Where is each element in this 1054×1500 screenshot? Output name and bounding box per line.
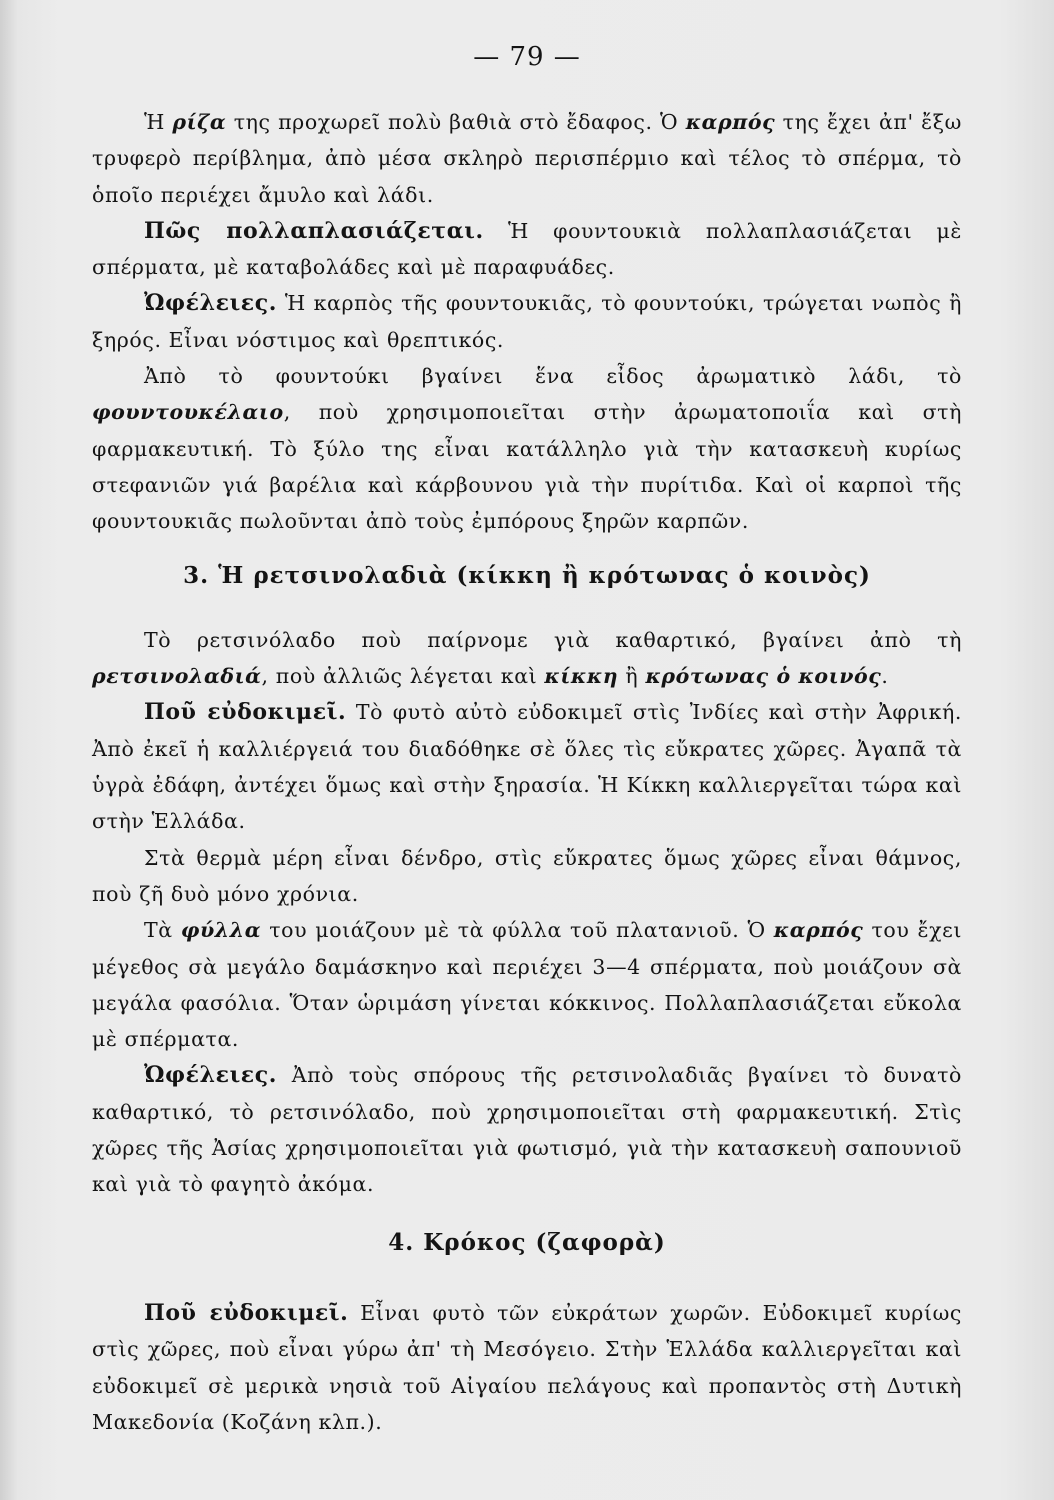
heading-crocus-habitat: Ποῦ εὐδοκιμεῖ. [144, 1299, 349, 1326]
paragraph-castor-habitat: Ποῦ εὐδοκιμεῖ. Τὸ φυτὸ αὐτὸ εὐδοκιμεῖ στὶς Ἰνδίες καὶ στὴν Ἀφρική. Ἀπὸ ἐκεῖ ἡ καλλιέργειά του διαδόθηκε σὲ ὅλες τὶς εὔκρατες χῶρες. Ἀγαπᾶ τὰ ὑγρὰ ἐδάφη, ἀντέχει ὅμως καὶ στὴν ξηρασία. Ἡ Κίκκη καλλιεργεῖται τώρα καὶ στὴν Ἑλλάδα. [92, 699, 962, 834]
term-leaves: φύλλα [180, 918, 262, 943]
page-number: — 79 — [473, 42, 581, 72]
paragraph-root-fruit: Ἡ ρίζα της προχωρεῖ πολὺ βαθιὰ στὸ ἔδαφος. Ὁ καρπός της ἔχει ἀπ' ἔξω τρυφερὸ περίβλημα, ἀπὸ μέσα σκληρὸ περισπέρμιο καὶ τέλος τὸ σπέρμα, τὸ ὁποῖο περιέχει ἄμυλο καὶ λάδι. [92, 110, 962, 207]
heading-propagation: Πῶς πολλαπλασιάζεται. [144, 217, 484, 244]
paragraph-castor-oil: Τὸ ρετσινόλαδο ποὺ παίρνομε γιὰ καθαρτικό, βγαίνει ἀπὸ τὴ ρετσινολαδιά, ποὺ ἀλλιῶς λέγεται καὶ κίκκη ἢ κρότωνας ὁ κοινός. [92, 627, 962, 689]
paragraph-castor-benefits: Ὠφέλειες. Ἀπὸ τοὺς σπόρους τῆς ρετσινολαδιᾶς βγαίνει τὸ δυνατὸ καθαρτικό, τὸ ρετσινόλαδο, ποὺ χρησιμοποιεῖται στὴ φαρμακευτική. Στὶς χῶρες τῆς Ἀσίας χρησιμοποιεῖται γιὰ φωτισμό, γιὰ τὴν κατασκευὴ σαπουνιοῦ καὶ γιὰ τὸ φαγητὸ ἀκόμα. [92, 1062, 962, 1197]
paragraph-castor-form: Στὰ θερμὰ μέρη εἶναι δένδρο, στὶς εὔκρατες ὅμως χῶρες εἶναι θάμνος, ποὺ ζῆ δυὸ μόνο χρόνια. [92, 845, 962, 906]
section-heading-crocus: 4. Κρόκος (ζαφορὰ) [388, 1228, 666, 1256]
heading-castor-benefits: Ὠφέλειες. [144, 1062, 278, 1089]
paragraph-castor-leaves: Τὰ φύλλα του μοιάζουν μὲ τὰ φύλλα τοῦ πλατανιοῦ. Ὁ καρπός του ἔχει μέγεθος σὰ μεγάλο δαμάσκηνο καὶ περιέχει 3—4 σπέρματα, ποὺ μοιάζουν σὰ μεγάλα φασόλια. Ὅταν ὡριμάση γίνεται κόκκινος. Πολλαπλασιάζεται εὔκολα μὲ σπέρματα. [92, 918, 962, 1052]
term-kikki: κίκκη [544, 664, 619, 689]
term-fruit: καρπός [685, 110, 776, 134]
heading-habitat: Ποῦ εὐδοκιμεῖ. [144, 699, 347, 726]
heading-benefits: Ὠφέλειες. [144, 290, 278, 317]
term-castor-plant: ρετσινολαδιά [92, 664, 262, 689]
paragraph-benefits: Ὠφέλειες. Ἡ καρπὸς τῆς φουντουκιᾶς, τὸ φουντούκι, τρώγεται νωπὸς ἢ ξηρός. Εἶναι νόστιμος καὶ θρεπτικός. [92, 290, 962, 352]
section-heading-castor: 3. Ἡ ρετσινολαδιὰ (κίκκη ἢ κρότωνας ὁ κοινὸς) [183, 561, 871, 589]
term-root: ρίζα [172, 110, 227, 134]
paragraph-hazelnut-oil: Ἀπὸ τὸ φουντούκι βγαίνει ἕνα εἶδος ἀρωματικὸ λάδι, τὸ φουντουκέλαιο, ποὺ χρησιμοποιεῖται στὴν ἀρωματοποιΐα καὶ στὴ φαρμακευτική. Τὸ ξύλο της εἶναι κατάλληλο γιὰ τὴν κατασκευὴ κυρίως στεφανιῶν γιά βαρέλια καὶ κάρβουνου γιὰ τὴν πυρίτιδα. Καὶ οἱ καρποὶ τῆς φουντουκιᾶς πωλοῦνται ἀπὸ τοὺς ἐμπόρους ξηρῶν καρπῶν. [92, 364, 962, 534]
paragraph-crocus-habitat: Ποῦ εὐδοκιμεῖ. Εἶναι φυτὸ τῶν εὐκράτων χωρῶν. Εὐδοκιμεῖ κυρίως στὶς χῶρες, ποὺ εἶναι γύρω ἀπ' τὴ Μεσόγειο. Στὴν Ἑλλάδα καλλιεργεῖται καὶ εὐδοκιμεῖ σὲ μερικὰ νησιὰ τοῦ Αἰγαίου πελάγους καὶ προπαντὸς στὴ Δυτικὴ Μακεδονία (Κοζάνη κλπ.). [92, 1299, 962, 1434]
term-krotonas: κρότωνας ὁ κοινός [645, 664, 882, 689]
page-body [92, 104, 962, 1440]
term-hazelnut-oil: φουντουκέλαιο [92, 400, 284, 425]
term-castor-fruit: καρπός [773, 918, 864, 943]
paragraph-propagation: Πῶς πολλαπλασιάζεται. Ἡ φουντουκιὰ πολλαπλασιάζεται μὲ σπέρματα, μὲ καταβολάδες καὶ μὲ παραφυάδες. [92, 217, 962, 280]
